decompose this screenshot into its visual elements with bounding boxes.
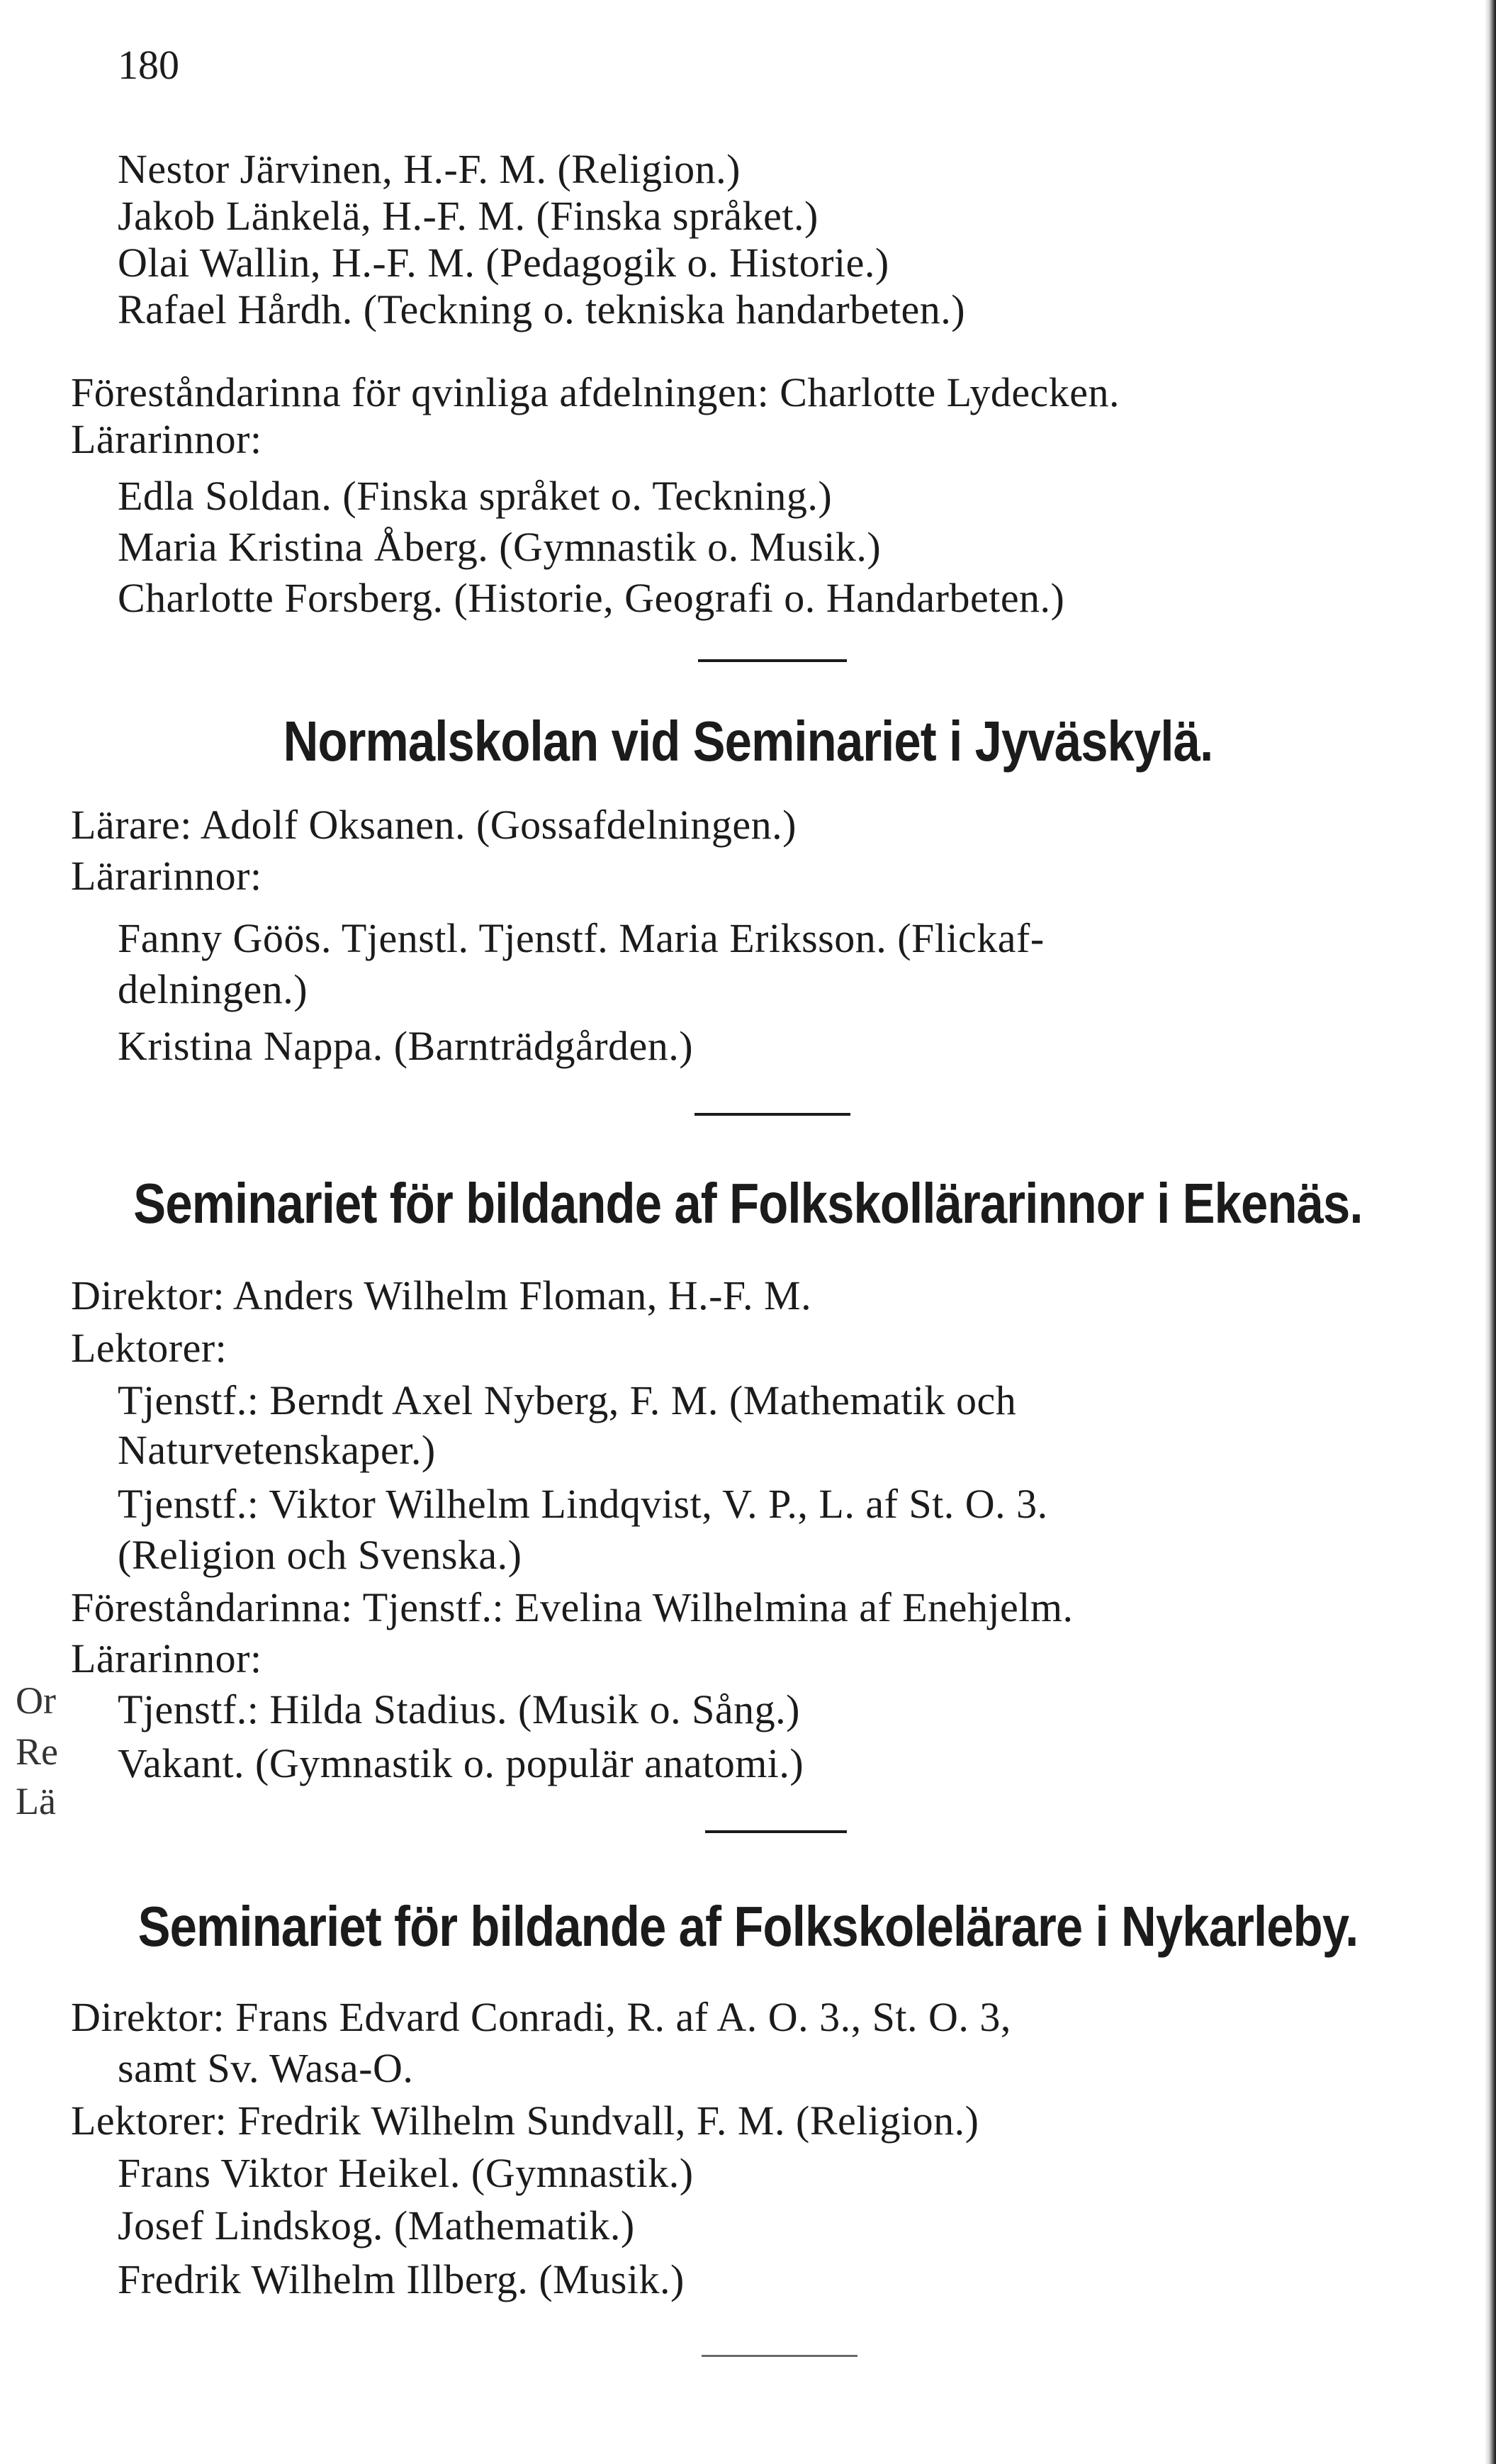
text-line: Lärarinnor:: [71, 853, 262, 899]
text-line: samt Sv. Wasa-O.: [118, 2045, 414, 2091]
section-divider: [705, 1830, 847, 1833]
text-line: Edla Soldan. (Finska språket o. Teckning.): [118, 473, 833, 519]
section-heading: Normalskolan vid Seminariet i Jyväskylä.: [283, 710, 1213, 773]
text-line: Jakob Länkelä, H.-F. M. (Finska språket.): [118, 193, 819, 239]
text-line: Lärarinnor:: [71, 1635, 262, 1681]
section-heading: Seminariet för bildande af Folkskollärarinnor i Ekenäs.: [133, 1172, 1363, 1235]
page-edge-shadow: [1485, 0, 1496, 2464]
margin-fragment: Re: [16, 1730, 58, 1773]
section-divider: [698, 659, 847, 662]
text-line: Josef Lindskog. (Mathematik.): [118, 2202, 635, 2249]
text-line: Föreståndarinna: Tjenstf.: Evelina Wilhelmina af Enehjelm.: [71, 1584, 1074, 1630]
section-heading: Seminariet för bildande af Folkskolelärare i Nykarleby.: [137, 1895, 1359, 1958]
text-line: Frans Viktor Heikel. (Gymnastik.): [118, 2150, 694, 2196]
text-line: delningen.): [118, 966, 308, 1012]
text-line: Föreståndarinna för qvinliga afdelningen: Charlotte Lydecken.: [71, 369, 1120, 415]
section-divider: [694, 1113, 850, 1116]
text-line: Direktor: Frans Edvard Conradi, R. af A. O. 3., St. O. 3,: [71, 1994, 1011, 2040]
text-line: Lärarinnor:: [71, 416, 262, 462]
text-line: Nestor Järvinen, H.-F. M. (Religion.): [118, 146, 741, 192]
margin-fragment: Lä: [16, 1780, 56, 1822]
page-number: 180: [118, 42, 179, 88]
text-line: Kristina Nappa. (Barnträdgården.): [118, 1023, 694, 1069]
text-line: Direktor: Anders Wilhelm Floman, H.-F. M.: [71, 1272, 812, 1318]
text-line: Tjenstf.: Viktor Wilhelm Lindqvist, V. P., L. af St. O. 3.: [118, 1481, 1048, 1527]
section-divider: [702, 2355, 857, 2357]
text-line: Lärare: Adolf Oksanen. (Gossafdelningen.): [71, 802, 797, 848]
text-line: Maria Kristina Åberg. (Gymnastik o. Musik.): [118, 524, 882, 570]
text-line: Rafael Hårdh. (Teckning o. tekniska handarbeten.): [118, 286, 966, 332]
text-line: Lektorer: Fredrik Wilhelm Sundvall, F. M. (Religion.): [71, 2098, 979, 2144]
text-line: Olai Wallin, H.-F. M. (Pedagogik o. Historie.): [118, 240, 889, 286]
text-line: Naturvetenskaper.): [118, 1427, 436, 1473]
text-line: Lektorer:: [71, 1325, 227, 1371]
margin-fragment: Or: [16, 1679, 56, 1722]
text-line: Charlotte Forsberg. (Historie, Geografi o. Handarbeten.): [118, 575, 1065, 621]
text-line: Tjenstf.: Hilda Stadius. (Musik o. Sång.): [118, 1686, 800, 1732]
text-line: Vakant. (Gymnastik o. populär anatomi.): [118, 1740, 804, 1786]
text-line: Fanny Göös. Tjenstl. Tjenstf. Maria Eriksson. (Flickaf-: [118, 915, 1045, 961]
text-line: Tjenstf.: Berndt Axel Nyberg, F. M. (Mathematik och: [118, 1377, 1017, 1423]
text-line: Fredrik Wilhelm Illberg. (Musik.): [118, 2256, 685, 2302]
text-line: (Religion och Svenska.): [118, 1532, 522, 1578]
